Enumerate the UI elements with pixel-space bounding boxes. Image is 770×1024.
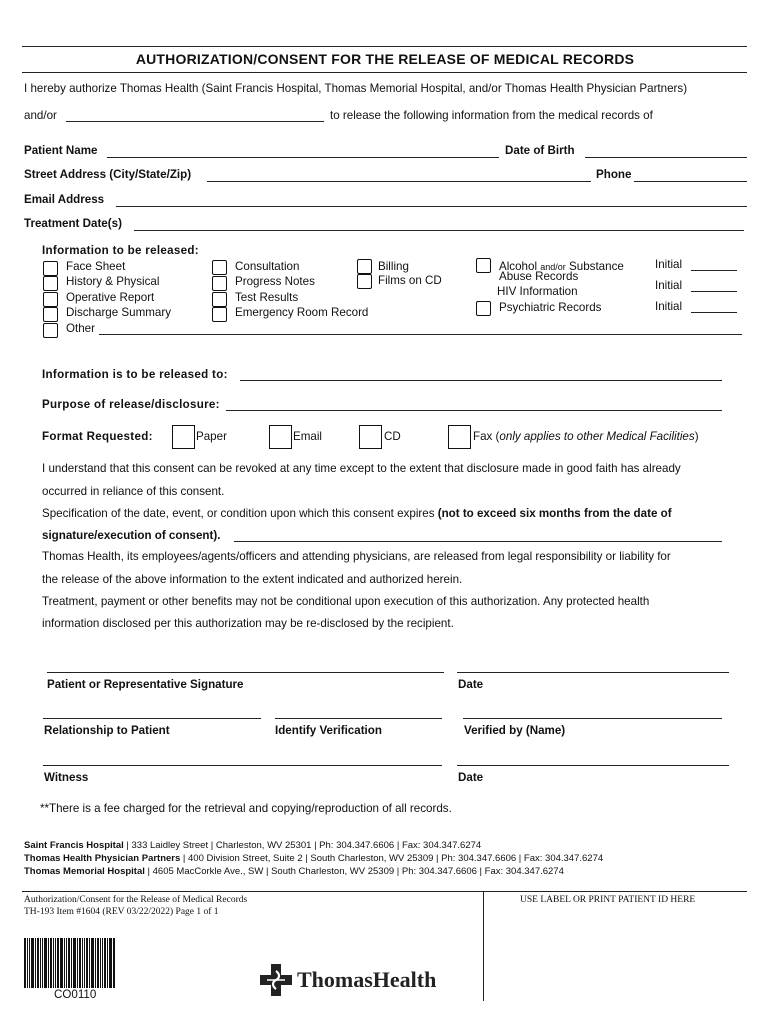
verified-by-label: Verified by (Name) (464, 724, 566, 737)
form-title: AUTHORIZATION/CONSENT FOR THE RELEASE OF MEDICAL RECORDS (135, 51, 635, 67)
purpose-label: Purpose of release/disclosure: (42, 398, 220, 411)
and-or-text: and/or (540, 262, 566, 272)
date-field-2[interactable] (457, 765, 729, 766)
cd-checkbox[interactable] (359, 425, 382, 449)
witness-field[interactable] (43, 765, 442, 766)
hiv-info-label: HIV Information (497, 285, 578, 298)
address-name: Thomas Memorial Hospital (24, 866, 145, 877)
date-field-1[interactable] (457, 672, 729, 673)
release-liability-2: the release of the above information to the extent indicated and authorized herein. (42, 573, 463, 586)
paper-label: Paper (196, 430, 227, 443)
discharge-summary-label: Discharge Summary (66, 306, 172, 319)
witness-label: Witness (44, 771, 89, 784)
other-provider-field[interactable] (66, 121, 324, 122)
verified-by-field[interactable] (463, 718, 722, 719)
intro-line-1: I hereby authorize Thomas Health (Saint Francis Hospital, Thomas Memorial Hospital, and/or Thomas Health Physician Partners) (24, 82, 688, 95)
other-checkbox[interactable] (43, 323, 58, 338)
release-liability-1: Thomas Health, its employees/agents/officers and attending physicians, are released from legal responsibility or liability for (42, 550, 671, 563)
date-label-1: Date (458, 678, 484, 691)
address-detail: | 4605 MacCorkle Ave., SW | South Charleston, WV 25309 | Ph: 304.347.6606 | Fax: 304.347.6274 (144, 866, 564, 877)
identify-verification-label: Identify Verification (275, 724, 382, 737)
dob-label: Date of Birth (505, 144, 575, 157)
footer-divider (483, 891, 484, 1001)
purpose-field[interactable] (226, 410, 722, 411)
thomas-health-cross-icon (258, 962, 294, 998)
address-detail: | 333 Laidley Street | Charleston, WV 25301 | Ph: 304.347.6606 | Fax: 304.347.6274 (123, 840, 482, 851)
patient-name-label: Patient Name (24, 144, 98, 157)
progress-notes-checkbox[interactable] (212, 276, 227, 291)
expiry-field[interactable] (234, 541, 722, 542)
email-address-label: Email Address (24, 193, 105, 206)
top-rule (22, 46, 747, 47)
paper-checkbox[interactable] (172, 425, 195, 449)
revoke-text-2: occurred in reliance of this consent. (42, 485, 225, 498)
progress-notes-label: Progress Notes (235, 275, 315, 288)
title-rule (22, 72, 747, 73)
psychiatric-records-checkbox[interactable] (476, 301, 491, 316)
history-physical-label: History & Physical (66, 275, 160, 288)
initial-label-3: Initial (655, 300, 683, 313)
thomas-health-logo (258, 961, 436, 999)
other-field[interactable] (99, 334, 742, 335)
other-label: Other (66, 322, 95, 335)
hiv-info-checkbox[interactable] (476, 286, 491, 301)
expiry-text-1 (42, 507, 672, 520)
barcode (24, 938, 132, 988)
relationship-field[interactable] (43, 718, 261, 719)
treatment-dates-label: Treatment Date(s) (24, 217, 122, 230)
fee-note: **There is a fee charged for the retrieval and copying/reproduction of all records. (40, 802, 452, 815)
released-to-field[interactable] (240, 380, 722, 381)
discharge-summary-checkbox[interactable] (43, 307, 58, 322)
treatment-conditions-2: information disclosed per this authorization may be re-disclosed by the recipient. (42, 617, 454, 630)
address-saint-francis (24, 840, 481, 851)
email-checkbox[interactable] (269, 425, 292, 449)
email-address-field[interactable] (116, 206, 747, 207)
abuse-records-label: Abuse Records (499, 270, 579, 283)
phone-field[interactable] (634, 181, 747, 182)
street-address-field[interactable] (207, 181, 591, 182)
operative-report-label: Operative Report (66, 291, 155, 304)
expiry-text: Specification of the date, event, or condition upon which this consent expires (42, 507, 438, 520)
brand-name: ThomasHealth (297, 967, 437, 992)
format-label: Format Requested: (42, 430, 153, 443)
substance-text: Substance (569, 260, 624, 273)
consultation-label: Consultation (235, 260, 300, 273)
billing-label: Billing (378, 260, 409, 273)
revoke-text-1: I understand that this consent can be revoked at any time except to the extent that disclosure made in good faith has already (42, 462, 681, 475)
er-record-checkbox[interactable] (212, 307, 227, 322)
footer-rule (22, 891, 747, 892)
films-cd-label: Films on CD (378, 274, 442, 287)
test-results-checkbox[interactable] (212, 292, 227, 307)
intro-line-2-suffix: to release the following information from the medical records of (330, 109, 653, 122)
barcode-text: CO0110 (54, 988, 97, 1001)
phone-label: Phone (596, 168, 632, 181)
address-name: Saint Francis Hospital (24, 840, 124, 851)
initial-field-3[interactable] (691, 312, 737, 313)
patient-id-label-area: USE LABEL OR PRINT PATIENT ID HERE (520, 895, 696, 905)
fax-note: only applies to other Medical Facilities (499, 430, 695, 443)
face-sheet-checkbox[interactable] (43, 261, 58, 276)
released-to-label: Information is to be released to: (42, 368, 228, 381)
operative-report-checkbox[interactable] (43, 292, 58, 307)
treatment-conditions-1: Treatment, payment or other benefits may not be conditional upon execution of this authorization. Any protected health (42, 595, 650, 608)
alcohol-substance-checkbox[interactable] (476, 258, 491, 273)
email-format-label: Email (293, 430, 322, 443)
address-physician-partners (24, 853, 603, 864)
initial-field-1[interactable] (691, 270, 737, 271)
psychiatric-records-label: Psychiatric Records (499, 301, 602, 314)
er-record-label: Emergency Room Record (235, 306, 369, 319)
fax-checkbox[interactable] (448, 425, 471, 449)
billing-checkbox[interactable] (357, 259, 372, 274)
address-name: Thomas Health Physician Partners (24, 853, 181, 864)
intro-line-2-prefix: and/or (24, 109, 57, 122)
address-thomas-memorial (24, 866, 564, 877)
test-results-label: Test Results (235, 291, 299, 304)
fax-close: ) (694, 430, 699, 443)
info-heading: Information to be released: (42, 244, 199, 257)
patient-signature-label: Patient or Representative Signature (47, 678, 244, 691)
alcohol-text: Alcohol (499, 260, 538, 273)
initial-label-2: Initial (655, 279, 683, 292)
footer-form-id: TH-193 Item #1604 (REV 03/22/2022) Page 1 of 1 (24, 907, 219, 917)
relationship-label: Relationship to Patient (44, 724, 170, 737)
fax-label (473, 430, 699, 443)
footer-form-title: Authorization/Consent for the Release of Medical Records (24, 895, 248, 905)
address-detail: | 400 Division Street, Suite 2 | South Charleston, WV 25309 | Ph: 304.347.6606 | Fax: 304.347.6274 (180, 853, 604, 864)
expiry-bold-text: (not to exceed six months from the date of (437, 507, 672, 520)
street-address-label: Street Address (City/State/Zip) (24, 168, 192, 181)
cd-label: CD (384, 430, 401, 443)
initial-field-2[interactable] (691, 291, 737, 292)
patient-signature-field[interactable] (47, 672, 444, 673)
identify-verification-field[interactable] (275, 718, 442, 719)
films-cd-checkbox[interactable] (357, 274, 372, 289)
consultation-checkbox[interactable] (212, 260, 227, 275)
treatment-dates-field[interactable] (134, 230, 744, 231)
expiry-text-2: signature/execution of consent). (42, 529, 221, 542)
patient-name-field[interactable] (107, 157, 499, 158)
history-physical-checkbox[interactable] (43, 276, 58, 291)
date-label-2: Date (458, 771, 484, 784)
initial-label-1: Initial (655, 258, 683, 271)
face-sheet-label: Face Sheet (66, 260, 126, 273)
fax-text: Fax ( (473, 430, 500, 443)
dob-field[interactable] (585, 157, 747, 158)
